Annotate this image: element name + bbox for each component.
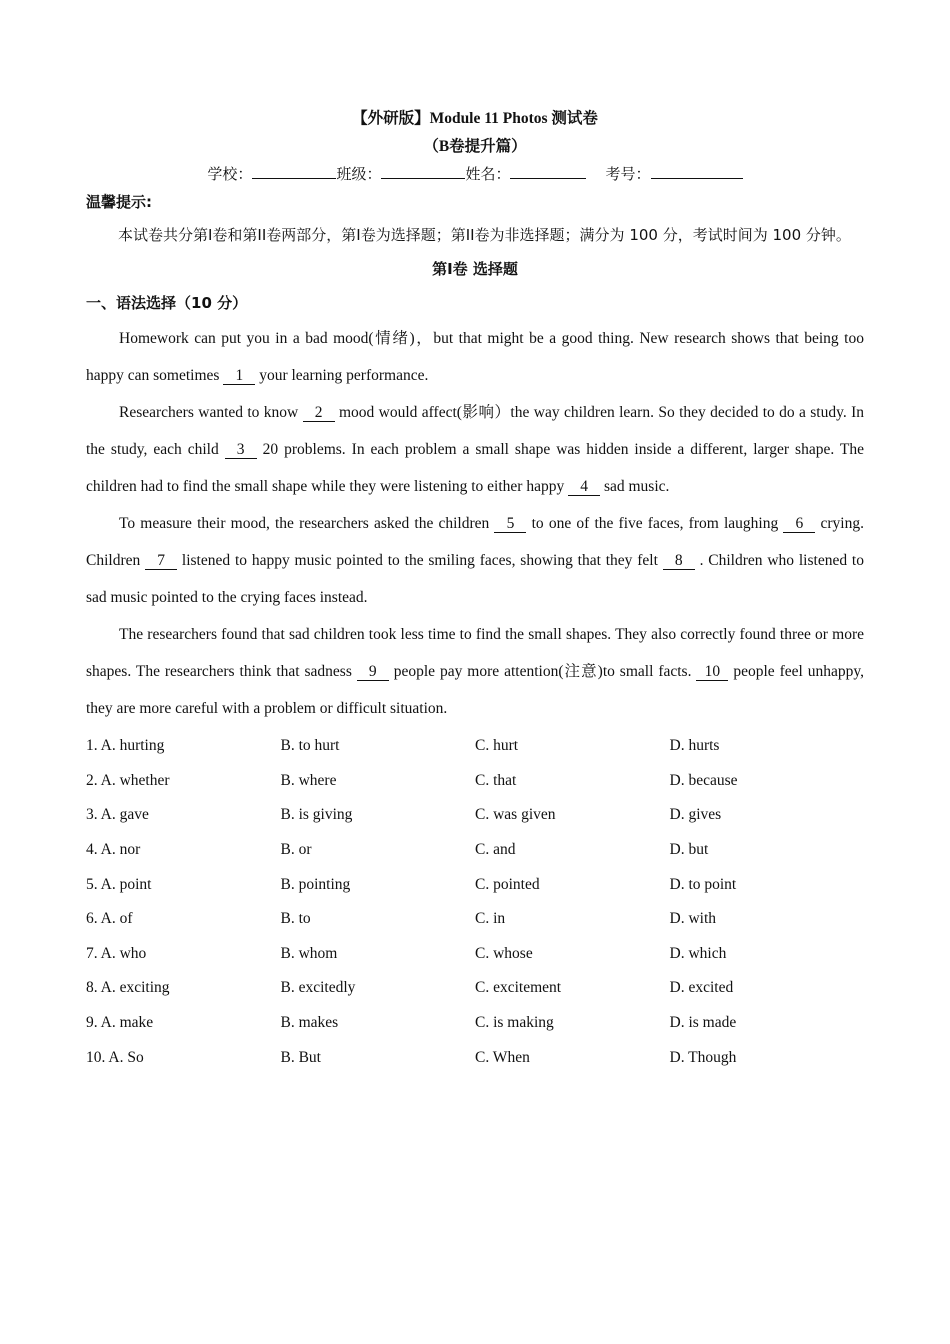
- option-9b[interactable]: B. makes: [280, 1014, 339, 1032]
- option-1b[interactable]: B. to hurt: [280, 737, 340, 755]
- blank-8[interactable]: 8: [663, 552, 695, 570]
- name-blank[interactable]: [510, 162, 586, 179]
- option-4b[interactable]: B. or: [280, 841, 312, 859]
- passage-text: crying. Children: [86, 515, 864, 569]
- option-5d[interactable]: D. to point: [669, 875, 737, 893]
- option-10c[interactable]: C. When: [475, 1048, 530, 1066]
- option-4c[interactable]: C. and: [475, 841, 516, 859]
- blank-3[interactable]: 3: [225, 441, 257, 459]
- passage-text: sad music.: [600, 478, 670, 495]
- exam-page: [86, 108, 864, 1075]
- option-6b[interactable]: B. to: [280, 910, 311, 928]
- option-row-3: [86, 798, 864, 833]
- option-7c[interactable]: C. whose: [475, 944, 533, 962]
- option-1a[interactable]: 1. A. hurting: [86, 737, 165, 755]
- option-7d[interactable]: D. which: [669, 944, 727, 962]
- passage-text: your learning performance.: [255, 367, 429, 384]
- passage-paragraph-1: [86, 320, 864, 394]
- option-10d[interactable]: D. Though: [669, 1048, 737, 1066]
- option-row-4: [86, 833, 864, 868]
- blank-6[interactable]: 6: [783, 515, 815, 533]
- student-info-line: [86, 162, 864, 185]
- option-8d[interactable]: D. excited: [669, 979, 734, 997]
- tips-heading: 温馨提示:: [86, 193, 152, 211]
- name-label: 姓名：: [465, 165, 511, 183]
- option-8a[interactable]: 8. A. exciting: [86, 979, 170, 997]
- option-8b[interactable]: B. excitedly: [280, 979, 356, 997]
- option-6c[interactable]: C. in: [475, 910, 506, 928]
- option-8c[interactable]: C. excitement: [475, 979, 562, 997]
- school-label: 学校：: [207, 165, 253, 183]
- exam-subtitle: （B卷提升篇）: [423, 138, 527, 155]
- option-2a[interactable]: 2. A. whether: [86, 771, 170, 789]
- passage-text: people feel unhappy, they are more careful with a problem or difficult situation.: [86, 663, 865, 717]
- passage-text: 20 problems. In each problem a small shape was hidden inside a different, larger shape. The children had to find the small shape while they were listening to either happy: [86, 441, 864, 495]
- passage-paragraph-3: [86, 505, 864, 616]
- answer-options: [86, 729, 864, 1075]
- option-row-5: [86, 867, 864, 902]
- exam-title: 【外研版】Module 11 Photos 测试卷: [352, 110, 598, 127]
- blank-4[interactable]: 4: [568, 478, 600, 496]
- option-2d[interactable]: D. because: [669, 771, 738, 789]
- option-6a[interactable]: 6. A. of: [86, 910, 133, 928]
- option-7b[interactable]: B. whom: [280, 944, 338, 962]
- passage-text: to one of the five faces, from laughing: [526, 515, 784, 532]
- option-7a[interactable]: 7. A. who: [86, 944, 147, 962]
- blank-9[interactable]: 9: [357, 663, 389, 681]
- section1-heading: 一、语法选择（10 分）: [86, 294, 248, 312]
- option-6d[interactable]: D. with: [669, 910, 716, 928]
- cloze-passage: [86, 320, 864, 727]
- option-row-6: [86, 902, 864, 937]
- option-5c[interactable]: C. pointed: [475, 875, 540, 893]
- part1-heading: 第I卷 选择题: [432, 260, 518, 278]
- passage-text: . Children who listened to sad music pointed to the crying faces instead.: [86, 552, 864, 606]
- option-row-8: [86, 971, 864, 1006]
- passage-text: Researchers wanted to know: [119, 404, 303, 421]
- blank-7[interactable]: 7: [145, 552, 177, 570]
- tips-text: 本试卷共分第I卷和第II卷两部分，第I卷为选择题；第II卷为非选择题；满分为 100 分，考试时间为 100 分钟。: [118, 226, 851, 244]
- option-row-9: [86, 1006, 864, 1041]
- option-5b[interactable]: B. pointing: [280, 875, 351, 893]
- option-5a[interactable]: 5. A. point: [86, 875, 152, 893]
- school-blank[interactable]: [252, 162, 336, 179]
- option-10a[interactable]: 10. A. So: [86, 1048, 144, 1066]
- blank-10[interactable]: 10: [696, 663, 728, 681]
- class-blank[interactable]: [381, 162, 465, 179]
- option-2b[interactable]: B. where: [280, 771, 337, 789]
- passage-text: The researchers found that sad children took less time to find the small shapes. They also correctly found three or more shapes. The researchers think that sadness: [86, 626, 864, 680]
- option-row-1: [86, 729, 864, 764]
- option-3b[interactable]: B. is giving: [280, 806, 353, 824]
- option-3d[interactable]: D. gives: [669, 806, 722, 824]
- option-1d[interactable]: D. hurts: [669, 737, 720, 755]
- blank-5[interactable]: 5: [494, 515, 526, 533]
- option-row-7: [86, 937, 864, 972]
- option-4d[interactable]: D. but: [669, 841, 709, 859]
- passage-paragraph-2: [86, 394, 864, 505]
- option-4a[interactable]: 4. A. nor: [86, 841, 141, 859]
- option-row-10: [86, 1040, 864, 1075]
- option-9c[interactable]: C. is making: [475, 1014, 554, 1032]
- exam-no-blank[interactable]: [651, 162, 743, 179]
- exam-no-label: 考号：: [605, 165, 651, 183]
- option-9a[interactable]: 9. A. make: [86, 1014, 154, 1032]
- passage-paragraph-4: [86, 616, 864, 727]
- option-9d[interactable]: D. is made: [669, 1014, 737, 1032]
- option-2c[interactable]: C. that: [475, 771, 517, 789]
- passage-text: mood would affect(影响）the way children learn. So they decided to do a study. In the study, each child: [86, 404, 864, 458]
- option-10b[interactable]: B. But: [280, 1048, 321, 1066]
- passage-text: To measure their mood, the researchers asked the children: [119, 515, 495, 532]
- option-row-2: [86, 764, 864, 799]
- blank-1[interactable]: 1: [223, 367, 255, 385]
- blank-2[interactable]: 2: [303, 404, 335, 422]
- passage-text: Homework can put you in a bad mood(情绪)，but that might be a good thing. New research shows that being too happy can sometimes: [86, 330, 864, 384]
- option-1c[interactable]: C. hurt: [475, 737, 519, 755]
- class-label: 班级：: [336, 165, 382, 183]
- option-3a[interactable]: 3. A. gave: [86, 806, 149, 824]
- passage-text: listened to happy music pointed to the smiling faces, showing that they felt: [177, 552, 663, 569]
- passage-text: people pay more attention(注意)to small facts.: [388, 663, 697, 680]
- option-3c[interactable]: C. was given: [475, 806, 556, 824]
